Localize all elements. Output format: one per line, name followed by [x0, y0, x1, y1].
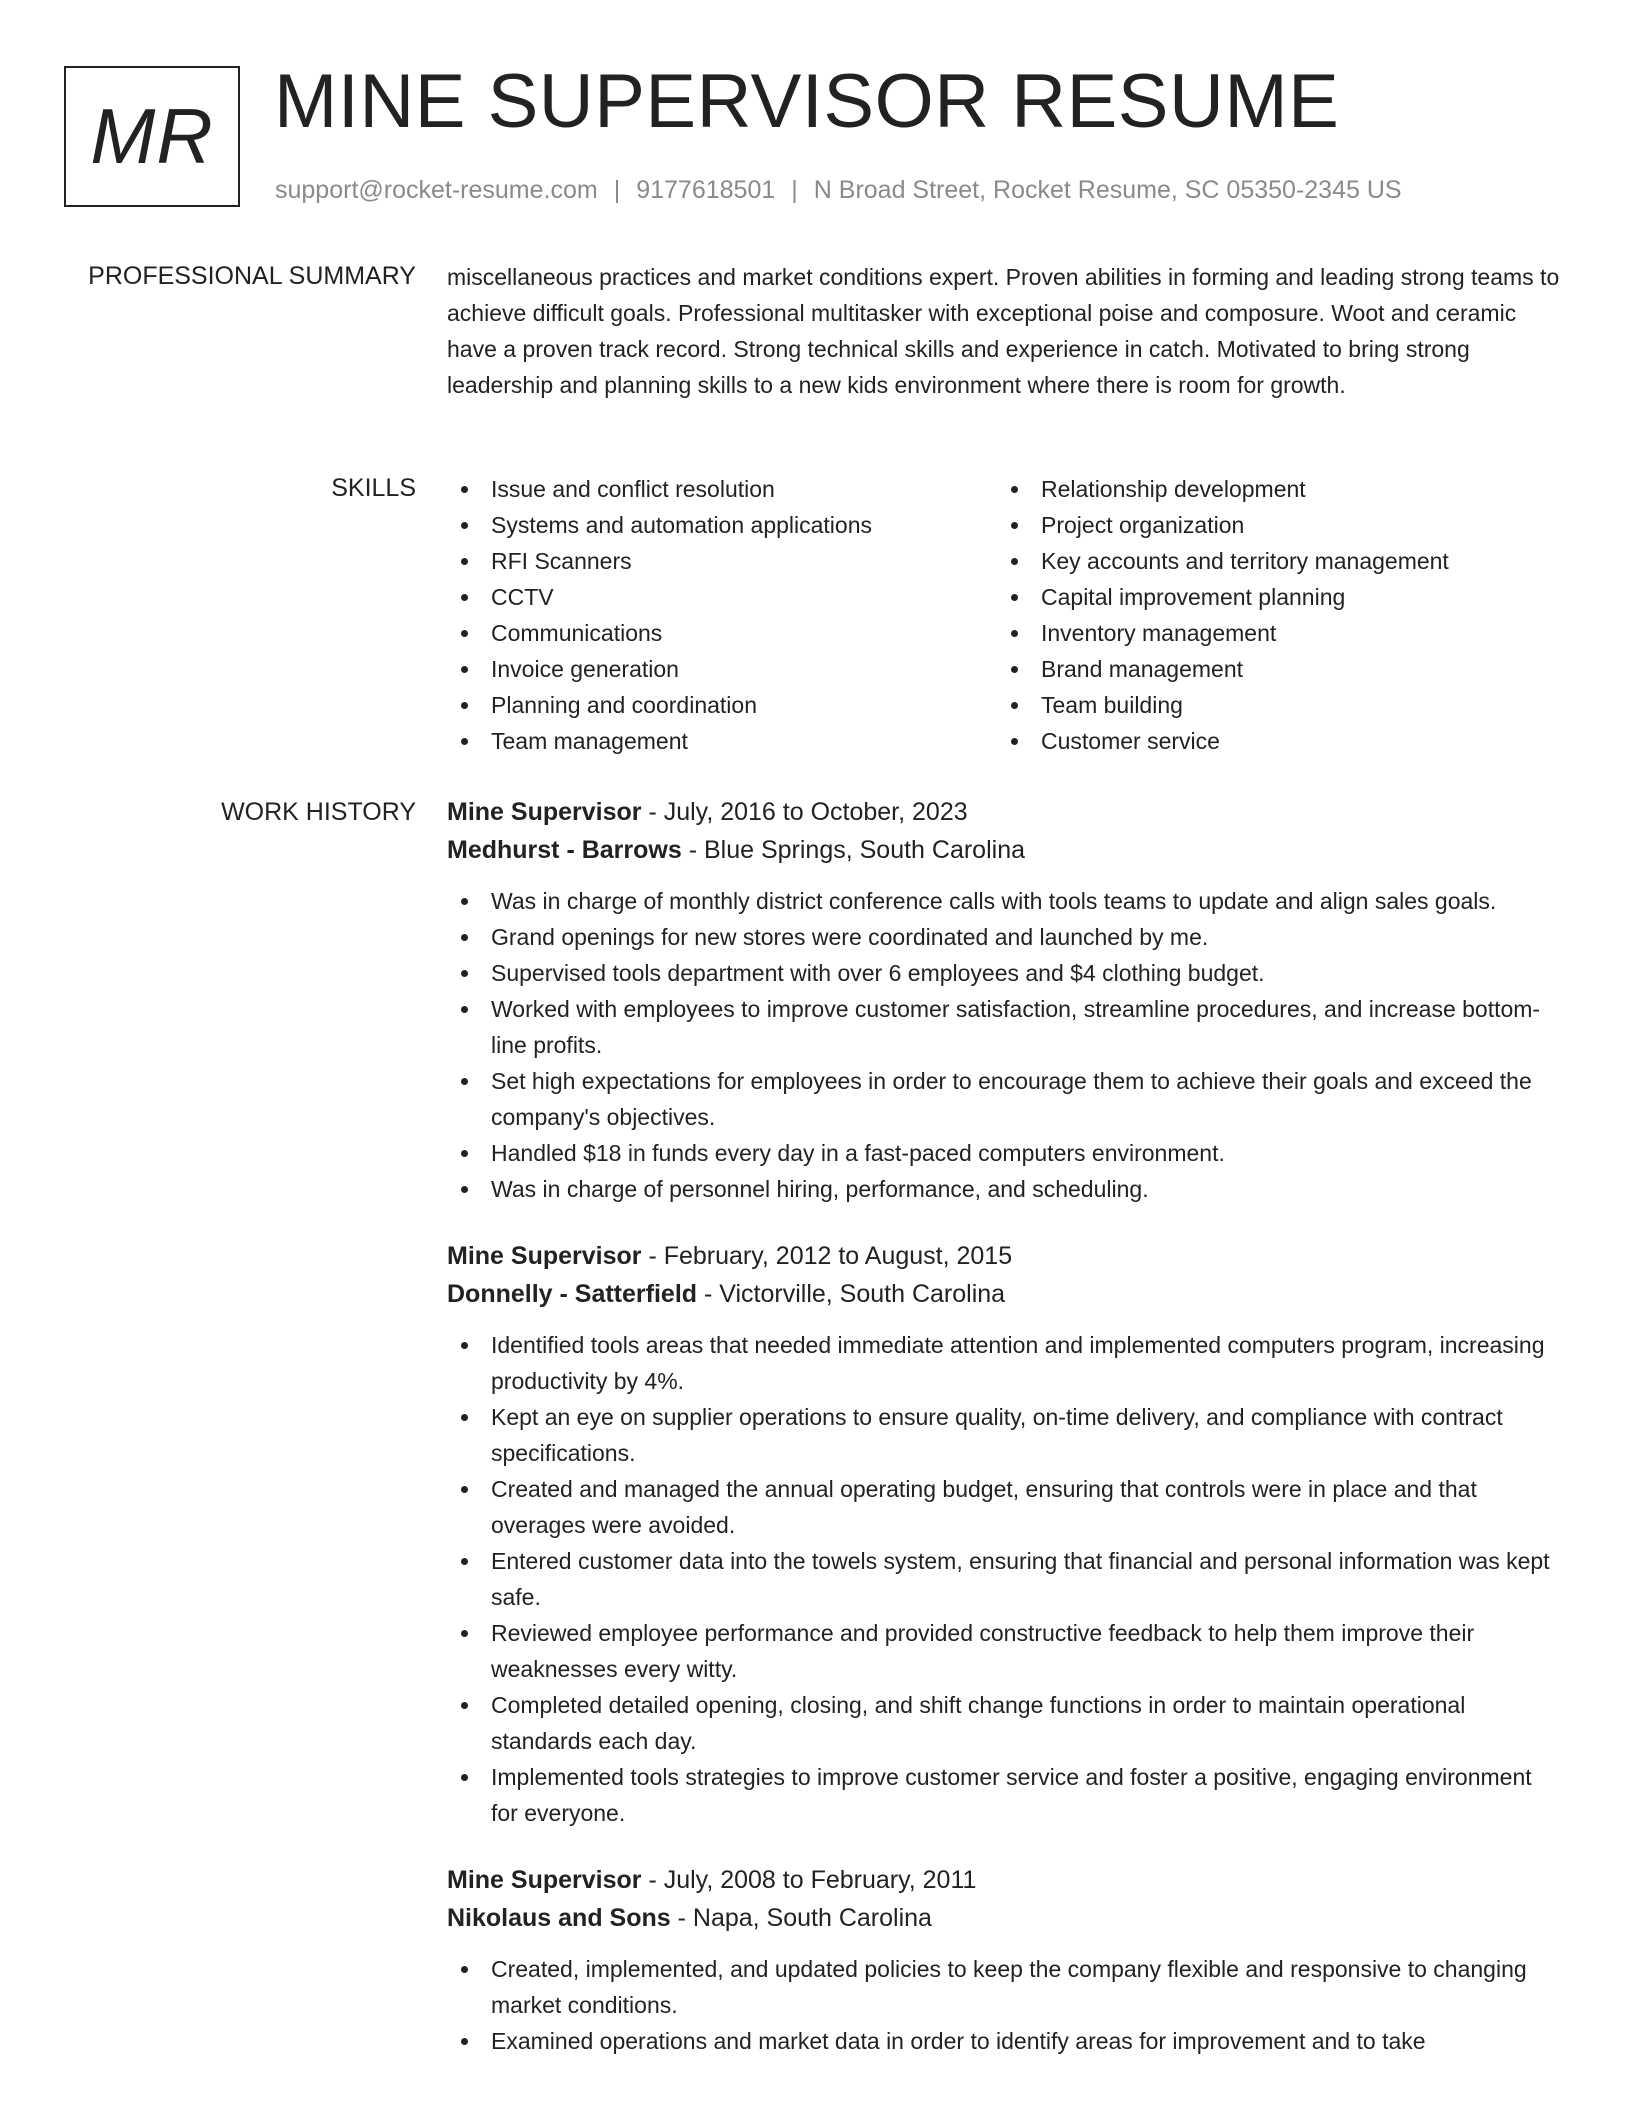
job-company-line — [447, 1275, 1562, 1313]
job-bullet: Handled $18 in funds every day in a fast-paced computers environment. — [447, 1135, 1562, 1171]
skills-grid — [447, 471, 1562, 759]
job-bullet: Set high expectations for employees in order to encourage them to achieve their goals and exceed the company's objectives. — [447, 1063, 1562, 1135]
job-bullet: Examined operations and market data in order to identify areas for improvement and to take — [447, 2023, 1562, 2059]
summary-text: miscellaneous practices and market conditions expert. Proven abilities in forming and leading strong teams to achieve difficult goals. Professional multitasker with exceptional poise and composure. Woot and ceramic have a proven track record. Strong technical skills and experience in catch. Motivated to bring strong leadership and planning skills to a new kids environment where there is room for growth. — [447, 264, 1560, 398]
job-location: - Victorville, South Carolina — [697, 1280, 1006, 1308]
section-label-skills: SKILLS — [331, 474, 416, 502]
job-bullet: Was in charge of monthly district conference calls with tools teams to update and align sales goals. — [447, 883, 1562, 919]
work-history-body — [447, 793, 1562, 2089]
job-location: - Blue Springs, South Carolina — [681, 836, 1026, 864]
skill-item: Project organization — [997, 507, 1547, 543]
skills-column-right — [997, 471, 1547, 759]
skill-item: Invoice generation — [447, 651, 997, 687]
skill-item: Brand management — [997, 651, 1547, 687]
contact-separator: | — [791, 176, 798, 204]
job-bullet: Implemented tools strategies to improve customer service and foster a positive, engaging environment for everyone. — [447, 1759, 1562, 1831]
skill-item: RFI Scanners — [447, 543, 997, 579]
skill-item: Team management — [447, 723, 997, 759]
job-title-line — [447, 1237, 1562, 1275]
section-label-work-history: WORK HISTORY — [221, 798, 416, 826]
job-bullet: Grand openings for new stores were coordinated and launched by me. — [447, 919, 1562, 955]
skill-item: Relationship development — [997, 471, 1547, 507]
job-company-line — [447, 831, 1562, 869]
job-title: Mine Supervisor — [447, 798, 642, 826]
job-dates: - July, 2016 to October, 2023 — [641, 798, 968, 826]
skill-item: Issue and conflict resolution — [447, 471, 997, 507]
page-title: MINE SUPERVISOR RESUME — [274, 59, 1340, 144]
job-bullets — [447, 883, 1562, 1207]
skill-item: Customer service — [997, 723, 1547, 759]
job-bullets — [447, 1327, 1562, 1831]
job-bullet: Was in charge of personnel hiring, performance, and scheduling. — [447, 1171, 1562, 1207]
job-title-line — [447, 793, 1562, 831]
skill-item: CCTV — [447, 579, 997, 615]
job-bullets — [447, 1951, 1562, 2059]
contact-address: N Broad Street, Rocket Resume, SC 05350-2345 US — [813, 176, 1402, 204]
job-entry — [447, 1861, 1562, 2059]
job-company-line — [447, 1899, 1562, 1937]
skills-column-left — [447, 471, 997, 759]
skill-item: Inventory management — [997, 615, 1547, 651]
skill-item: Systems and automation applications — [447, 507, 997, 543]
job-bullet: Identified tools areas that needed immediate attention and implemented computers program, increasing productivity by 4%. — [447, 1327, 1562, 1399]
contact-separator: | — [613, 176, 621, 204]
job-title-line — [447, 1861, 1562, 1899]
skill-item: Key accounts and territory management — [997, 543, 1547, 579]
job-dates: - July, 2008 to February, 2011 — [641, 1866, 977, 1894]
contact-line — [275, 172, 1402, 208]
job-bullet: Kept an eye on supplier operations to ensure quality, on-time delivery, and compliance with contract specifications. — [447, 1399, 1562, 1471]
job-bullet: Supervised tools department with over 6 employees and $4 clothing budget. — [447, 955, 1562, 991]
job-company: Donnelly - Satterfield — [447, 1280, 698, 1308]
job-title: Mine Supervisor — [447, 1242, 642, 1270]
skill-item: Communications — [447, 615, 997, 651]
job-bullet: Worked with employees to improve customer satisfaction, streamline procedures, and increase bottom-line profits. — [447, 991, 1562, 1063]
job-entry — [447, 793, 1562, 1207]
job-title: Mine Supervisor — [447, 1866, 642, 1894]
section-label-summary: PROFESSIONAL SUMMARY — [88, 262, 416, 290]
monogram-logo: MR — [64, 66, 240, 207]
job-location: - Napa, South Carolina — [670, 1904, 932, 1932]
skill-item: Planning and coordination — [447, 687, 997, 723]
job-bullet: Created, implemented, and updated policies to keep the company flexible and responsive to changing market conditions. — [447, 1951, 1562, 2023]
job-entry — [447, 1237, 1562, 1831]
contact-email: support@rocket-resume.com — [275, 176, 598, 204]
contact-phone: 9177618501 — [636, 176, 776, 204]
skill-item: Team building — [997, 687, 1547, 723]
resume-header — [0, 0, 1632, 230]
job-bullet: Entered customer data into the towels system, ensuring that financial and personal information was kept safe. — [447, 1543, 1562, 1615]
job-company: Nikolaus and Sons — [447, 1904, 671, 1932]
job-bullet: Completed detailed opening, closing, and shift change functions in order to maintain operational standards each day. — [447, 1687, 1562, 1759]
skill-item: Capital improvement planning — [997, 579, 1547, 615]
job-company: Medhurst - Barrows — [447, 836, 682, 864]
job-bullet: Created and managed the annual operating budget, ensuring that controls were in place and that overages were avoided. — [447, 1471, 1562, 1543]
summary-body — [447, 259, 1562, 403]
skills-body — [447, 471, 1562, 759]
job-bullet: Reviewed employee performance and provided constructive feedback to help them improve their weaknesses every witty. — [447, 1615, 1562, 1687]
job-dates: - February, 2012 to August, 2015 — [641, 1242, 1013, 1270]
